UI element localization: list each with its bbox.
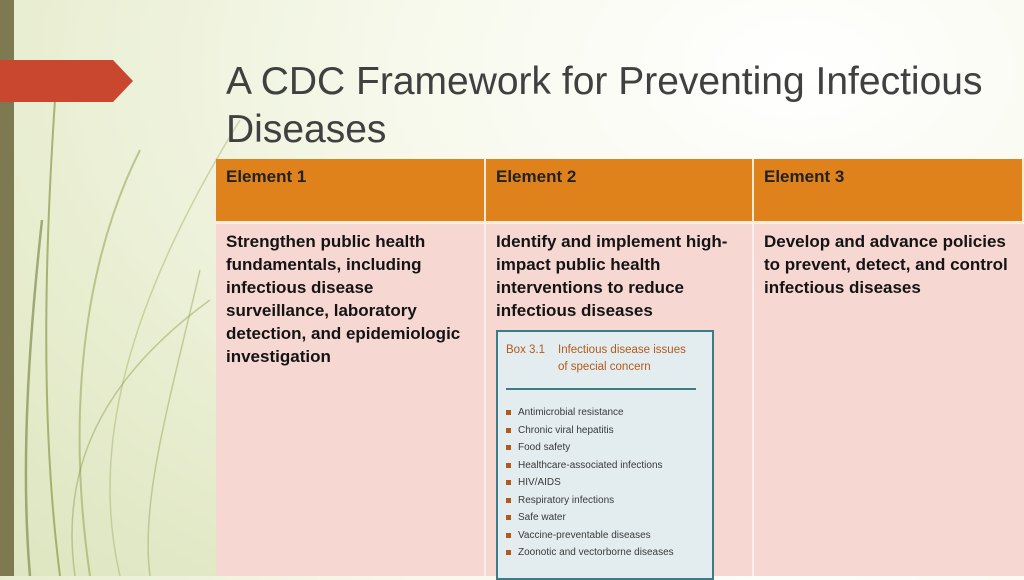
accent-arrow (0, 60, 133, 102)
box-number: Box 3.1 (506, 344, 545, 356)
header-element-2: Element 2 (486, 159, 754, 223)
square-bullet-icon (506, 515, 511, 520)
list-item: Zoonotic and vectorborne diseases (506, 544, 704, 562)
cell-element-3 (754, 223, 1024, 576)
header-element-3: Element 3 (754, 159, 1024, 223)
box-title-line-1: Infectious disease issues (558, 344, 686, 356)
list-item: HIV/AIDS (506, 474, 704, 492)
cell-element-2 (486, 223, 754, 576)
list-item: Food safety (506, 439, 704, 457)
cell-element-1 (216, 223, 486, 576)
list-item: Safe water (506, 509, 704, 527)
box-divider (506, 388, 696, 390)
box-list (506, 404, 704, 562)
cell-text: Strengthen public health fundamentals, including infectious disease surveillance, laboratory detection, and epidemiologic investigation (226, 232, 461, 366)
square-bullet-icon (506, 463, 511, 468)
square-bullet-icon (506, 445, 511, 450)
header-element-1: Element 1 (216, 159, 486, 223)
list-item: Healthcare-associated infections (506, 457, 704, 475)
box-infectious-disease-issues (496, 330, 714, 580)
slide-title: A CDC Framework for Preventing Infectious Diseases (226, 60, 983, 151)
square-bullet-icon (506, 428, 511, 433)
cell-text: Develop and advance policies to prevent, detect, and control infectious diseases (764, 232, 1008, 297)
box-title-line-2: of special concern (558, 361, 651, 373)
list-item: Antimicrobial resistance (506, 404, 704, 422)
framework-table (216, 159, 1024, 576)
square-bullet-icon (506, 533, 511, 538)
cell-text: Identify and implement high-impact public health interventions to reduce infectious diseases (496, 232, 728, 320)
square-bullet-icon (506, 410, 511, 415)
square-bullet-icon (506, 498, 511, 503)
list-item: Chronic viral hepatitis (506, 422, 704, 440)
list-item: Vaccine-preventable diseases (506, 527, 704, 545)
list-item: Respiratory infections (506, 492, 704, 510)
square-bullet-icon (506, 480, 511, 485)
square-bullet-icon (506, 550, 511, 555)
